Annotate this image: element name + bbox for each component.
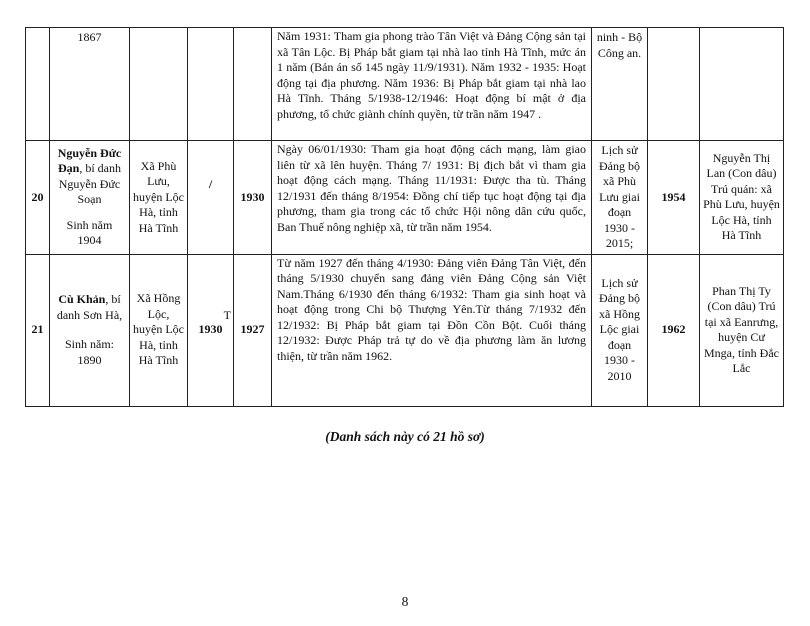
person-name: Cù Khản [58, 292, 106, 306]
hometown-cell [130, 28, 188, 141]
row-number: 20 [26, 141, 50, 255]
source-cell: Lịch sử Đảng bộ xã Hồng Lộc giai đoạn 1930 - 2010 [592, 254, 648, 406]
person-name-cell [50, 28, 130, 141]
birth-year: 1904 [77, 233, 102, 248]
source-cell: Lịch sử Đảng bộ xã Phù Lưu giai đoạn 1930 - 2015; [592, 141, 648, 255]
hometown-cell: Xã Phù Lưu, huyện Lộc Hà, tỉnh Hà Tĩnh [130, 141, 188, 255]
year-a-mark: T [223, 307, 231, 322]
person-alias: , bí danh Sơn Hà, [56, 292, 123, 322]
relative-cell [700, 28, 784, 141]
hometown-cell: Xã Hồng Lộc, huyện Lộc Hà, tỉnh Hà Tĩnh [130, 254, 188, 406]
person-name: Nguyễn Đức Đạn [57, 145, 122, 176]
year-a-cell [188, 254, 234, 406]
birth-label: Sinh năm [66, 217, 113, 232]
source-cell: ninh - Bộ Công an. [592, 28, 648, 141]
year-a-cell [188, 28, 234, 141]
person-name-cell [50, 254, 130, 406]
table-row [26, 28, 784, 141]
activity-description: Ngày 06/01/1930: Tham gia hoạt động cách mạng, làm giao liên từ xã lên huyện. Tháng 7/ 1931: Bị địch bắt vì tham gia hoạt động cách mạng. Tháng 11/1931: Được tha tù. Tháng 12/1931 đến tháng 8/1954: Đồng chí tiếp tục hoạt động tại địa phương, tham gia trong các tổ chức Hội nông dân cứu quốc, Ban Thuế nông nghiệp xã, từ trần năm 1954. [272, 141, 592, 255]
records-table [25, 27, 784, 407]
row-number: 21 [26, 254, 50, 406]
year-b-cell: 1927 [234, 254, 272, 406]
row-number [26, 28, 50, 141]
page-number: 8 [401, 594, 409, 609]
person-alias: , bí danh Nguyễn Đức Soạn [58, 161, 121, 207]
birth-year: 1890 [77, 352, 102, 367]
person-name-cell [50, 141, 130, 255]
death-year-cell: 1954 [648, 141, 700, 255]
year-b-cell [234, 28, 272, 141]
death-year-cell: 1962 [648, 254, 700, 406]
year-a-value: 1930 [198, 322, 223, 337]
death-year-cell [648, 28, 700, 141]
activity-description: Từ năm 1927 đến tháng 4/1930: Đảng viên Đảng Tân Việt, đến tháng 5/1930 chuyển sang đảng viên Đảng Cộng sản Việt Nam.Tháng 6/1930 đến tháng 6/1932: Tham gia sinh hoạt và hoạt động trong Chi bộ Thượng Yên.Từ tháng 7/1932 đến 12/1932: Bị Pháp bắt giam tại Đồn Cồn Bột. Cuối tháng 12/1932: Được Pháp trả tự do về địa phương làm ăn lương thiện, từ trần năm 1962. [272, 254, 592, 406]
footer-note: (Danh sách này có 21 hồ sơ) [325, 429, 485, 444]
table-row [26, 254, 784, 406]
year-b-cell: 1930 [234, 141, 272, 255]
relative-cell: Phan Thị Ty (Con dâu) Trú tại xã Eanrưng, huyện Cư Mnga, tỉnh Đắc Lắc [700, 254, 784, 406]
year-a-cell: / [188, 141, 234, 255]
relative-cell: Nguyễn Thị Lan (Con dâu) Trú quán: xã Phù Lưu, huyện Lộc Hà, tỉnh Hà Tĩnh [700, 141, 784, 255]
table-row [26, 141, 784, 255]
activity-description: Năm 1931: Tham gia phong trào Tân Việt và Đảng Cộng sản tại xã Tân Lộc. Bị Pháp bắt giam tại nhà lao tỉnh Hà Tĩnh, mức án 1 năm (Bản án số 145 ngày 11/9/1931). Năm 1932 - 1935: Hoạt động tại địa phương. Năm 1936: Bị Pháp bắt giam tại nhà lao Hà Tĩnh. Tháng 5/1938-12/1946: Hoạt động bí mật ở địa phương, tổ chức giành chính quyền, từ trần năm 1947 . [272, 28, 592, 141]
birth-label: Sinh năm: [64, 337, 114, 351]
birth-year: 1867 [77, 30, 102, 44]
